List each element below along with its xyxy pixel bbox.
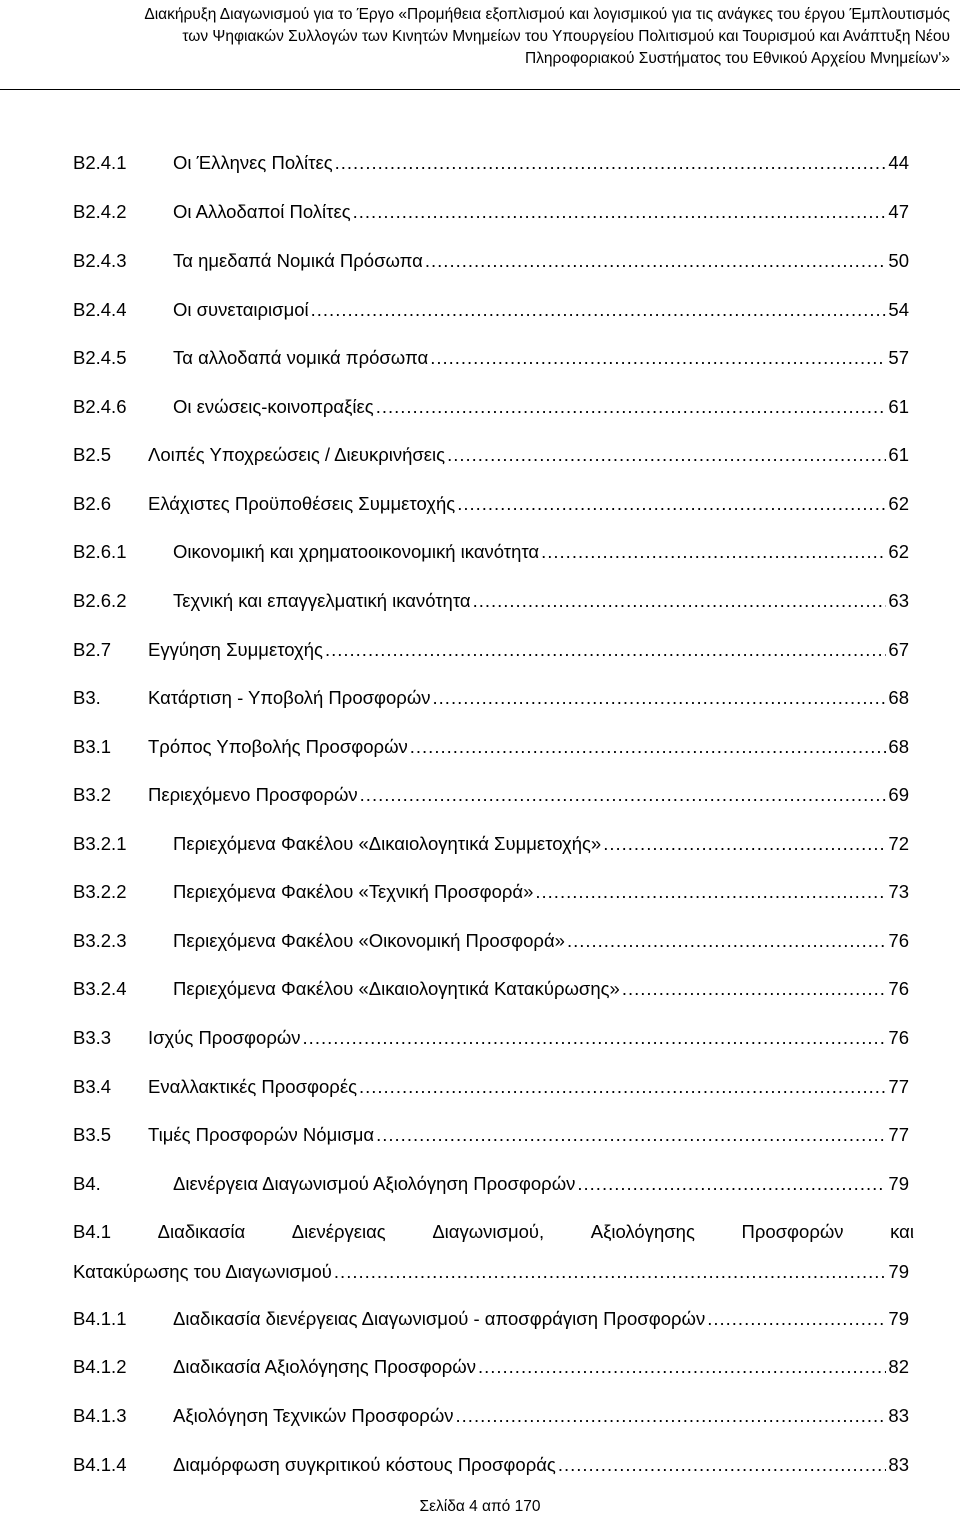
toc-leader: [478, 1353, 886, 1381]
toc-leader: [456, 1402, 887, 1430]
toc-leader: [325, 636, 886, 664]
toc-title-word: Διενέργειας: [291, 1221, 386, 1242]
toc-page: 47: [888, 201, 909, 222]
toc-page: 79: [888, 1308, 909, 1329]
toc-entry-wrapped-line-2[interactable]: [73, 1258, 909, 1286]
toc-entry-wrapped-line-1[interactable]: [73, 1218, 914, 1246]
toc-leader: [577, 1170, 886, 1198]
toc-leader: [622, 975, 887, 1003]
toc-title: Αξιολόγηση Τεχνικών Προσφορών: [173, 1405, 454, 1426]
toc-number: Β2.6.1: [73, 541, 127, 562]
toc-entry[interactable]: [73, 344, 909, 372]
toc-number: Β2.4.2: [73, 201, 127, 222]
toc-title: Περιεχόμενα Φακέλου «Δικαιολογητικά Συμμετοχής»: [173, 833, 602, 854]
toc-number: Β3.5: [73, 1124, 112, 1145]
toc-leader: [360, 781, 887, 809]
toc-title-word: Διαγωνισμού,: [432, 1221, 545, 1242]
toc-page: 83: [888, 1405, 909, 1426]
toc-title: Οι συνεταιρισμοί: [173, 299, 309, 320]
toc-title: Εγγύηση Συμμετοχής: [148, 639, 323, 660]
toc-number: Β2.4.4: [73, 299, 127, 320]
toc-number: Β4.1: [73, 1221, 112, 1242]
toc-title: Περιεχόμενα Φακέλου «Οικονομική Προσφορά»: [173, 930, 565, 951]
toc-entry[interactable]: [73, 830, 909, 858]
toc-number: Β3.2: [73, 784, 112, 805]
header-line-3: Πληροφοριακού Συστήματος του Εθνικού Αρχείου Μνημείων'»: [524, 50, 950, 67]
toc-number: Β3.1: [73, 736, 112, 757]
toc-title: Διαμόρφωση συγκριτικού κόστους Προσφοράς: [173, 1454, 556, 1475]
toc-entry[interactable]: [73, 1305, 909, 1333]
toc-title: Διαδικασία διενέργειας Διαγωνισμού - αποσφράγιση Προσφορών: [173, 1308, 706, 1329]
toc-page: 77: [888, 1124, 909, 1145]
page-footer: [0, 1497, 960, 1517]
toc-entry[interactable]: [73, 1170, 909, 1198]
toc-leader: [425, 247, 887, 275]
toc-title-word: Αξιολόγησης: [590, 1221, 695, 1242]
toc-title: Οι Έλληνες Πολίτες: [173, 152, 333, 173]
toc-page: 68: [888, 687, 909, 708]
toc-entry[interactable]: [73, 1402, 909, 1430]
toc-entry[interactable]: [73, 149, 909, 177]
toc-title: Οι Αλλοδαποί Πολίτες: [173, 201, 351, 222]
toc-number: Β2.6: [73, 493, 112, 514]
toc-number: Β3.3: [73, 1027, 112, 1048]
toc-leader: [473, 587, 887, 615]
toc-title: Εναλλακτικές Προσφορές: [148, 1076, 357, 1097]
toc-leader: [567, 927, 886, 955]
toc-number: Β3.: [73, 687, 101, 708]
toc-number: Β3.2.3: [73, 930, 127, 951]
header-line-2: των Ψηφιακών Συλλογών των Κινητών Μνημείων του Υπουργείου Πολιτισμού και Τουρισμού και Ανάπτυξη Νέου: [182, 28, 950, 45]
toc-title: Διενέργεια Διαγωνισμού Αξιολόγηση Προσφορών: [173, 1173, 576, 1194]
toc-title: Ελάχιστες Προϋποθέσεις Συμμετοχής: [148, 493, 456, 514]
toc-page: 62: [888, 493, 909, 514]
toc-page: 77: [888, 1076, 909, 1097]
toc-number: Β2.7: [73, 639, 112, 660]
toc-title: Περιεχόμενα Φακέλου «Τεχνική Προσφορά»: [173, 881, 534, 902]
toc-number: Β3.2.4: [73, 978, 127, 999]
toc-leader: [430, 344, 886, 372]
toc-page: 67: [888, 639, 909, 660]
toc-leader: [376, 1121, 886, 1149]
toc-page: 83: [888, 1454, 909, 1475]
toc-number: Β4.1.4: [73, 1454, 127, 1475]
toc-entry[interactable]: [73, 636, 909, 664]
toc-entry[interactable]: [73, 1353, 909, 1381]
toc-leader: [707, 1305, 886, 1333]
toc-entry[interactable]: [73, 733, 909, 761]
toc-title: Ισχύς Προσφορών: [148, 1027, 301, 1048]
toc-entry[interactable]: [73, 975, 909, 1003]
toc-title: Τα ημεδαπά Νομικά Πρόσωπα: [173, 250, 423, 271]
toc-leader: [535, 878, 886, 906]
toc-leader: [433, 684, 887, 712]
toc-leader: [311, 296, 887, 324]
toc-page: 44: [888, 152, 909, 173]
toc-title-word: Διαδικασία: [157, 1221, 246, 1242]
toc-leader: [410, 733, 887, 761]
toc-leader: [353, 198, 887, 226]
toc-leader: [376, 393, 887, 421]
toc-entry[interactable]: [73, 538, 909, 566]
toc-entry[interactable]: [73, 1451, 909, 1479]
toc-page: 68: [888, 736, 909, 757]
toc-page: 61: [888, 396, 909, 417]
toc-number: Β3.2.2: [73, 881, 127, 902]
toc-number: Β2.4.1: [73, 152, 127, 173]
toc-title: Οικονομική και χρηματοοικονομική ικανότητα: [173, 541, 540, 562]
toc-leader: [334, 1258, 887, 1286]
toc-entry[interactable]: [73, 198, 909, 226]
toc-page: 72: [888, 833, 909, 854]
toc-page: 79: [888, 1173, 909, 1194]
toc-page: 57: [888, 347, 909, 368]
toc-page: 76: [888, 1027, 909, 1048]
toc-number: Β2.4.6: [73, 396, 127, 417]
toc-title: Διαδικασία Αξιολόγησης Προσφορών: [173, 1356, 476, 1377]
toc-title-word: και: [890, 1221, 914, 1242]
toc-page: 54: [888, 299, 909, 320]
toc-entry[interactable]: [73, 1024, 909, 1052]
toc-title: Κατάρτιση - Υποβολή Προσφορών: [148, 687, 431, 708]
toc-page: 73: [888, 881, 909, 902]
toc-entry[interactable]: [73, 393, 909, 421]
page-number-label: Σελίδα 4 από 170: [419, 1498, 541, 1515]
toc-number: Β3.4: [73, 1076, 112, 1097]
header-line-1: Διακήρυξη Διαγωνισμού για το Έργο «Προμήθεια εξοπλισμού και λογισμικού για τις ανάγκες του έργου Έμπλουτισμός: [144, 6, 950, 23]
toc-entry[interactable]: [73, 247, 909, 275]
toc-title: Κατακύρωσης του Διαγωνισμού: [73, 1261, 332, 1282]
toc-entry[interactable]: [73, 781, 909, 809]
toc-title: Τιμές Προσφορών Νόμισμα: [148, 1124, 375, 1145]
toc-leader: [558, 1451, 887, 1479]
toc-number: Β4.1.1: [73, 1308, 127, 1329]
toc-title: Τα αλλοδαπά νομικά πρόσωπα: [173, 347, 429, 368]
toc-title: Τρόπος Υποβολής Προσφορών: [148, 736, 408, 757]
toc-number: Β2.4.3: [73, 250, 127, 271]
toc-page: 62: [888, 541, 909, 562]
toc-entry[interactable]: [73, 1073, 909, 1101]
toc-entry[interactable]: [73, 490, 909, 518]
toc-leader: [541, 538, 886, 566]
toc-page: 82: [888, 1356, 909, 1377]
toc-page: 50: [888, 250, 909, 271]
toc-entry[interactable]: [73, 441, 909, 469]
toc-number: Β3.2.1: [73, 833, 127, 854]
toc-leader: [603, 830, 886, 858]
toc-page: 76: [888, 930, 909, 951]
toc-page: 61: [888, 444, 909, 465]
toc-number: Β2.5: [73, 444, 112, 465]
toc-entry[interactable]: [73, 296, 909, 324]
toc-leader: [335, 149, 887, 177]
toc-leader: [447, 441, 886, 469]
toc-entry[interactable]: [73, 878, 909, 906]
toc-entry[interactable]: [73, 684, 909, 712]
toc-number: Β2.6.2: [73, 590, 127, 611]
toc-page: 69: [888, 784, 909, 805]
toc-number: Β2.4.5: [73, 347, 127, 368]
toc-title: Τεχνική και επαγγελματική ικανότητα: [173, 590, 471, 611]
toc-leader: [359, 1073, 886, 1101]
toc-leader: [303, 1024, 887, 1052]
toc-number: Β4.1.3: [73, 1405, 127, 1426]
toc-title: Οι ενώσεις-κοινοπραξίες: [173, 396, 374, 417]
toc-leader: [457, 490, 886, 518]
toc-entry[interactable]: [73, 587, 909, 615]
toc-entry[interactable]: [73, 1121, 909, 1149]
toc-entry[interactable]: [73, 927, 909, 955]
toc-title: Περιεχόμενα Φακέλου «Δικαιολογητικά Κατακύρωσης»: [173, 978, 620, 999]
toc-page: 79: [888, 1261, 909, 1282]
toc-title: Περιεχόμενο Προσφορών: [148, 784, 358, 805]
toc-page: 63: [888, 590, 909, 611]
toc-number: Β4.: [73, 1173, 101, 1194]
toc-title: Λοιπές Υποχρεώσεις / Διευκρινήσεις: [148, 444, 446, 465]
toc-title-word: Προσφορών: [741, 1221, 844, 1242]
toc-page: 76: [888, 978, 909, 999]
toc-number: Β4.1.2: [73, 1356, 127, 1377]
